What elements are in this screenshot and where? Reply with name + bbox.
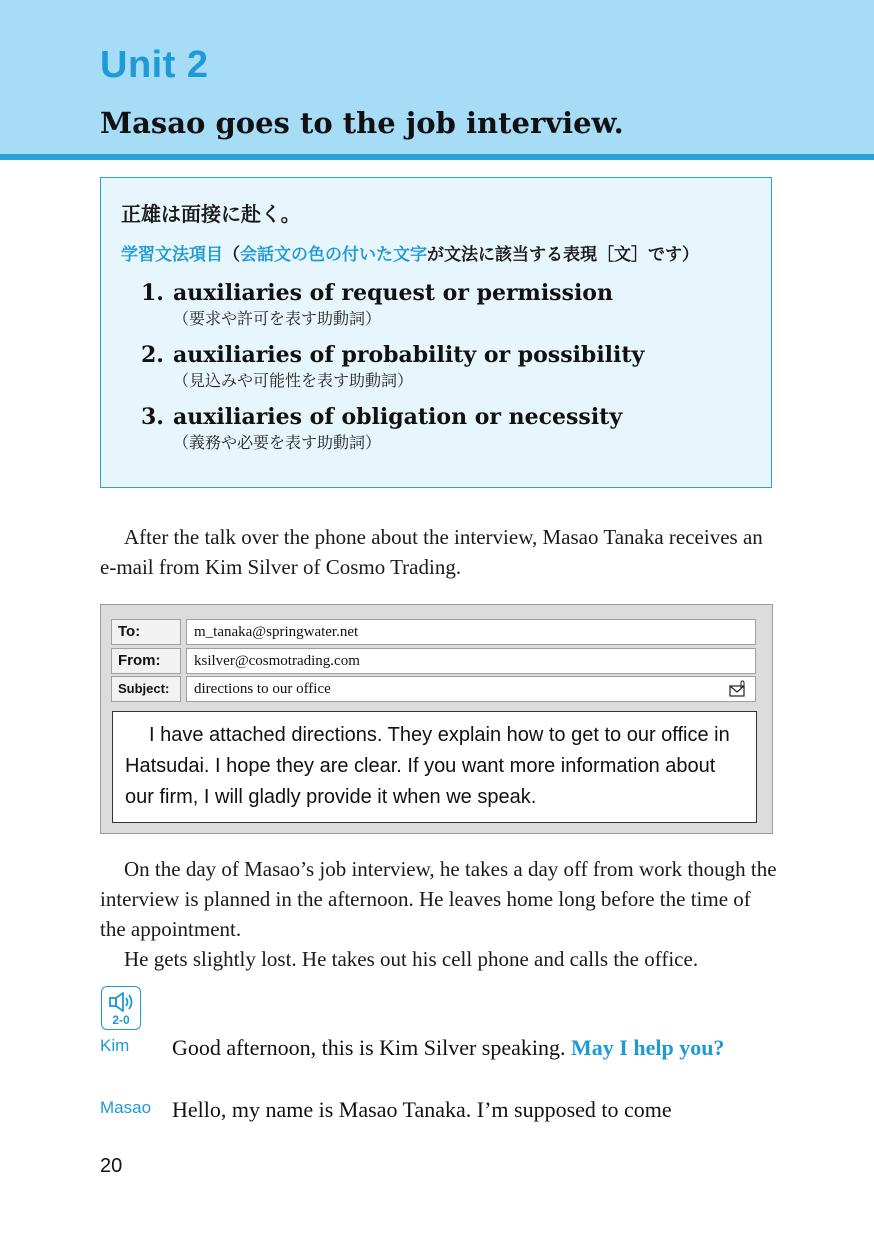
dialogue-plain-text: Hello, my name is Masao Tanaka. I’m supposed to come (172, 1097, 672, 1122)
unit-subtitle: Masao goes to the job interview. (100, 106, 624, 140)
page-number: 20 (100, 1155, 123, 1177)
dialogue-plain-text: Good afternoon, this is Kim Silver speaking. (172, 1035, 572, 1060)
dialogue-highlight-text: May I help you? (571, 1035, 725, 1060)
grammar-item-number: 2. (141, 342, 164, 368)
grammar-note-text: が文法に該当する表現［文］です） (427, 245, 699, 265)
grammar-item-japanese: （見込みや可能性を表す助動詞） (173, 371, 414, 390)
email-to-label: To: (111, 619, 181, 645)
email-subject-field[interactable] (186, 676, 756, 702)
email-body-text: I have attached directions. They explain how to get to our office in Hatsudai. I hope they are clear. If you want more information about our firm, I will gladly provide it when we speak. (125, 724, 730, 808)
grammar-item-number: 1. (141, 280, 164, 306)
email-from-label: From: (111, 648, 181, 674)
grammar-item (141, 278, 761, 330)
grammar-box-subtitle (121, 240, 699, 265)
intro-text: After the talk over the phone about the interview, Masao Tanaka receives an e-mail from Kim Silver of Cosmo Trading. (100, 525, 763, 579)
speaker-name: Masao (100, 1098, 152, 1117)
grammar-item (141, 340, 761, 392)
grammar-box (100, 177, 772, 488)
audio-track-badge[interactable] (101, 986, 141, 1030)
grammar-item-number: 3. (141, 404, 164, 430)
speaker-icon (108, 990, 136, 1014)
audio-track-number: 2-0 (112, 1013, 130, 1027)
grammar-label: 学習文法項目 (121, 245, 223, 265)
dialogue-text (172, 1094, 752, 1126)
grammar-list (141, 278, 761, 464)
grammar-item-english: auxiliaries of request or permission (173, 280, 613, 306)
grammar-item-english: auxiliaries of obligation or necessity (173, 404, 623, 430)
story-text-1: On the day of Masao’s job interview, he takes a day off from work though the interview is planned in the afternoon. He leaves home long before the time of the appointment. (100, 857, 777, 941)
grammar-item (141, 402, 761, 454)
grammar-open-paren: （ (223, 245, 240, 265)
story-text-2: He gets slightly lost. He takes out his cell phone and calls the office. (124, 947, 699, 971)
story-paragraph (100, 854, 780, 974)
unit-title: Unit 2 (100, 44, 209, 86)
header-rule (0, 154, 874, 160)
grammar-item-english: auxiliaries of probability or possibility (173, 342, 645, 368)
speaker-name: Kim (100, 1036, 130, 1055)
grammar-item-japanese: （要求や許可を表す助動詞） (173, 309, 382, 328)
email-body[interactable] (112, 711, 757, 823)
grammar-highlight-text: 会話文の色の付いた文字 (240, 245, 427, 265)
email-window (100, 604, 773, 834)
intro-paragraph (100, 522, 780, 582)
email-to-field[interactable]: m_tanaka@springwater.net (186, 619, 756, 645)
grammar-item-japanese: （義務や必要を表す助動詞） (173, 433, 382, 452)
email-subject-text: directions to our office (194, 681, 331, 697)
attachment-envelope-icon (729, 680, 747, 698)
email-subject-label: Subject: (111, 676, 181, 702)
dialogue-text (172, 1032, 752, 1064)
grammar-box-title: 正雄は面接に赴く。 (121, 202, 301, 226)
email-from-field[interactable]: ksilver@cosmotrading.com (186, 648, 756, 674)
